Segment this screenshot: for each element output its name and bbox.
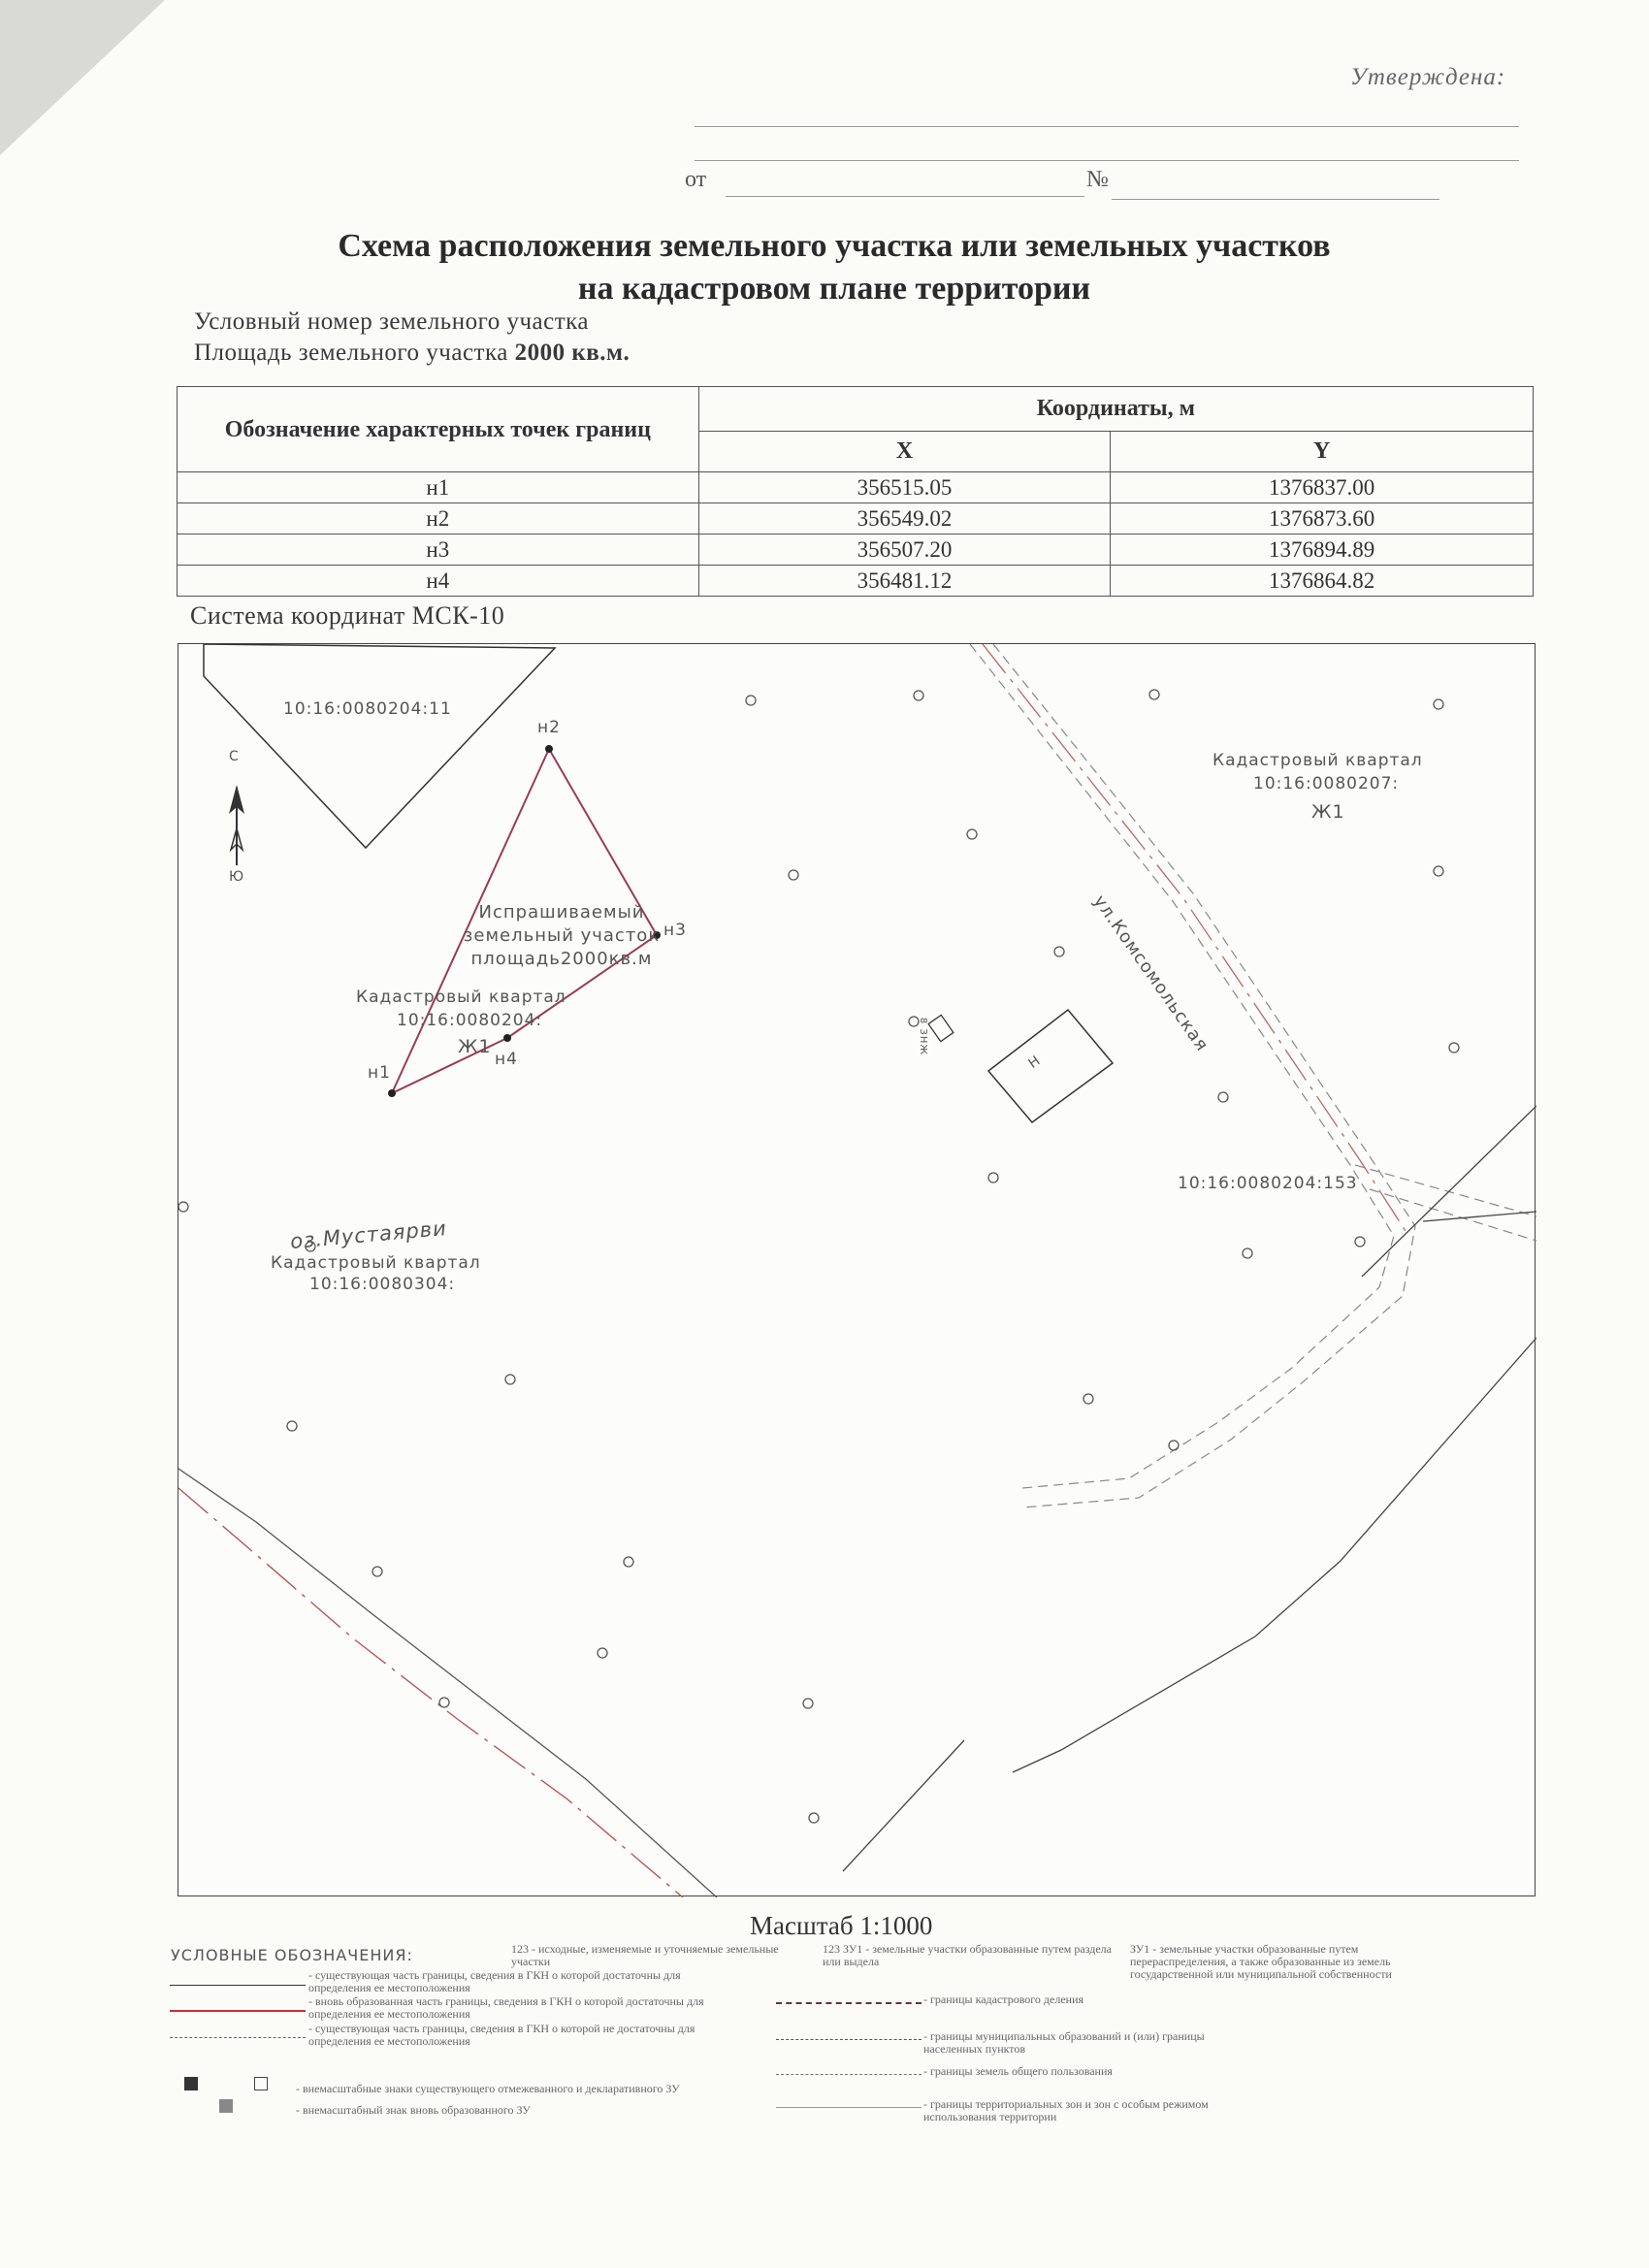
quarter-304-label: Кадастровый квартал bbox=[271, 1253, 481, 1273]
point-name: н4 bbox=[178, 566, 699, 597]
point-name: н1 bbox=[178, 472, 699, 503]
building-mark: Н bbox=[1025, 1053, 1045, 1072]
lake-label: оз.Мустаярви bbox=[289, 1215, 448, 1254]
legend-item-9: - внемасштабный знак вновь образованного ЗУ bbox=[296, 2103, 531, 2117]
south-label: Ю bbox=[229, 869, 245, 885]
legend-item-5: - границы муниципальных образований и (или) границы населенных пунктов bbox=[923, 2029, 1205, 2056]
legend-line-insufficient bbox=[170, 2037, 306, 2038]
area-label: Площадь земельного участка bbox=[194, 340, 508, 366]
folded-corner bbox=[0, 0, 165, 155]
legend-line-new bbox=[170, 2010, 306, 2012]
point-x: 356481.12 bbox=[698, 566, 1111, 597]
legend-line-municipal bbox=[776, 2039, 922, 2040]
parcel-11-outline bbox=[204, 644, 555, 848]
requested-line-2: земельный участок bbox=[463, 925, 661, 946]
point-name: н3 bbox=[178, 535, 699, 566]
area-value: 2000 кв.м. bbox=[514, 340, 630, 366]
legend-mark-new-icon bbox=[219, 2099, 233, 2113]
point-x: 356515.05 bbox=[698, 472, 1111, 503]
building-outline bbox=[988, 1010, 1113, 1122]
y-header: Y bbox=[1111, 432, 1534, 472]
point-n4-marker bbox=[503, 1034, 511, 1042]
point-n4-label: н4 bbox=[495, 1050, 518, 1069]
number-line bbox=[1112, 199, 1439, 200]
quarter-207-number: 10:16:0080207: bbox=[1253, 774, 1400, 794]
scale-label: Масштаб 1:1000 bbox=[750, 1911, 933, 1940]
point-name: н2 bbox=[178, 503, 699, 535]
approved-label: Утверждена: bbox=[1350, 64, 1506, 90]
legend-line-cadastral bbox=[776, 2002, 922, 2004]
table-row bbox=[178, 535, 1534, 566]
legend-title: УСЛОВНЫЕ ОБОЗНАЧЕНИЯ: bbox=[171, 1946, 413, 1964]
point-y: 1376864.82 bbox=[1111, 566, 1534, 597]
legend-item-6: - границы земель общего пользования bbox=[923, 2064, 1113, 2078]
street-label: ул.Комсомольская bbox=[1088, 891, 1212, 1055]
boundary-line-east-2 bbox=[1423, 1212, 1536, 1221]
boundary-line-east bbox=[1362, 1106, 1536, 1277]
parcel-11-label: 10:16:0080204:11 bbox=[283, 699, 452, 719]
table-row bbox=[178, 566, 1534, 597]
coords-header: Координаты, м bbox=[698, 387, 1533, 432]
zone-sw-label: Ж1 bbox=[458, 1036, 492, 1057]
small-structure-mark: 8 ЗНЖ bbox=[918, 1017, 929, 1056]
north-arrow-icon bbox=[229, 785, 244, 865]
point-x: 356507.20 bbox=[698, 535, 1111, 566]
document-title bbox=[146, 225, 1523, 310]
legend-item-4: - границы кадастрового деления bbox=[923, 1993, 1084, 2006]
municipal-boundary-sw bbox=[178, 1488, 683, 1897]
zone-ne-label: Ж1 bbox=[1311, 801, 1345, 823]
legend-mark-existing-icon bbox=[184, 2077, 198, 2090]
point-n1-marker bbox=[388, 1089, 396, 1097]
legend-item-8: - внемасштабные знаки существующего отмежеванного и декларативного ЗУ bbox=[296, 2082, 680, 2095]
points-header: Обозначение характерных точек границ bbox=[178, 387, 699, 472]
legend-col3-head: ЗУ1 - земельные участки образованные путем перераспределения, а также образованные из земель государственной или муниципальной собственности bbox=[1130, 1942, 1392, 1981]
title-line-1: Схема расположения земельного участка или земельных участков bbox=[338, 228, 1331, 264]
requested-parcel-label bbox=[436, 901, 688, 971]
requested-line-3: площадь2000кв.м bbox=[470, 949, 653, 969]
legend-mark-declarative-icon bbox=[254, 2077, 268, 2090]
point-x: 356549.02 bbox=[698, 503, 1111, 535]
title-line-2: на кадастровом плане территории bbox=[577, 271, 1091, 307]
legend-item-1: - существующая часть границы, сведения в ГКН о которой достаточны для определения ее местоположения bbox=[308, 1968, 681, 1994]
boundary-line-south bbox=[843, 1740, 964, 1871]
point-y: 1376837.00 bbox=[1111, 472, 1534, 503]
requested-line-1: Испрашиваемый bbox=[478, 902, 645, 923]
parcel-153-label: 10:16:0080204:153 bbox=[1178, 1174, 1358, 1193]
x-header: X bbox=[698, 432, 1111, 472]
signature-line-1 bbox=[695, 126, 1519, 127]
quarter-207-label: Кадастровый квартал bbox=[1212, 751, 1423, 770]
legend-item-2: - вновь образованная часть границы, сведения в ГКН о которой достаточны для определения ее местоположения bbox=[308, 1994, 704, 2021]
legend-item-7: - границы территориальных зон и зон с особым режимом использования территории bbox=[923, 2097, 1209, 2123]
quarter-204-number: 10:16:0080204: bbox=[397, 1011, 543, 1030]
from-label: от bbox=[685, 167, 707, 192]
small-structure bbox=[928, 1015, 954, 1041]
area-line bbox=[194, 340, 630, 367]
cadastral-map bbox=[178, 643, 1536, 1896]
conditional-number-label: Условный номер земельного участка bbox=[194, 308, 590, 335]
date-line bbox=[726, 196, 1084, 197]
legend-col1-head: 123 - исходные, изменяемые и уточняемые земельные участки bbox=[511, 1942, 779, 1968]
legend-line-public bbox=[776, 2074, 922, 2075]
legend-item-3: - существующая часть границы, сведения в ГКН о которой не достаточны для определения ее местоположения bbox=[308, 2022, 695, 2048]
point-n2-label: н2 bbox=[537, 718, 561, 737]
coord-system-label: Система координат МСК-10 bbox=[190, 601, 505, 630]
point-y: 1376873.60 bbox=[1111, 503, 1534, 535]
table-row bbox=[178, 503, 1534, 535]
number-label: № bbox=[1086, 167, 1109, 192]
point-n1-label: н1 bbox=[368, 1063, 391, 1083]
point-n2-marker bbox=[545, 745, 553, 753]
legend-col2-head: 123 ЗУ1 - земельные участки образованные путем раздела или выдела bbox=[823, 1942, 1112, 1968]
coordinates-table bbox=[177, 386, 1534, 597]
signature-line-2 bbox=[695, 160, 1519, 161]
quarter-304-number: 10:16:0080304: bbox=[309, 1275, 456, 1294]
quarter-204-label: Кадастровый квартал bbox=[356, 988, 566, 1007]
table-row bbox=[178, 472, 1534, 503]
north-label: С bbox=[229, 749, 240, 764]
point-y: 1376894.89 bbox=[1111, 535, 1534, 566]
legend-line-existing bbox=[170, 1985, 306, 1986]
quarter-boundary-sw bbox=[178, 1469, 717, 1897]
point-n3-label: н3 bbox=[663, 921, 687, 940]
